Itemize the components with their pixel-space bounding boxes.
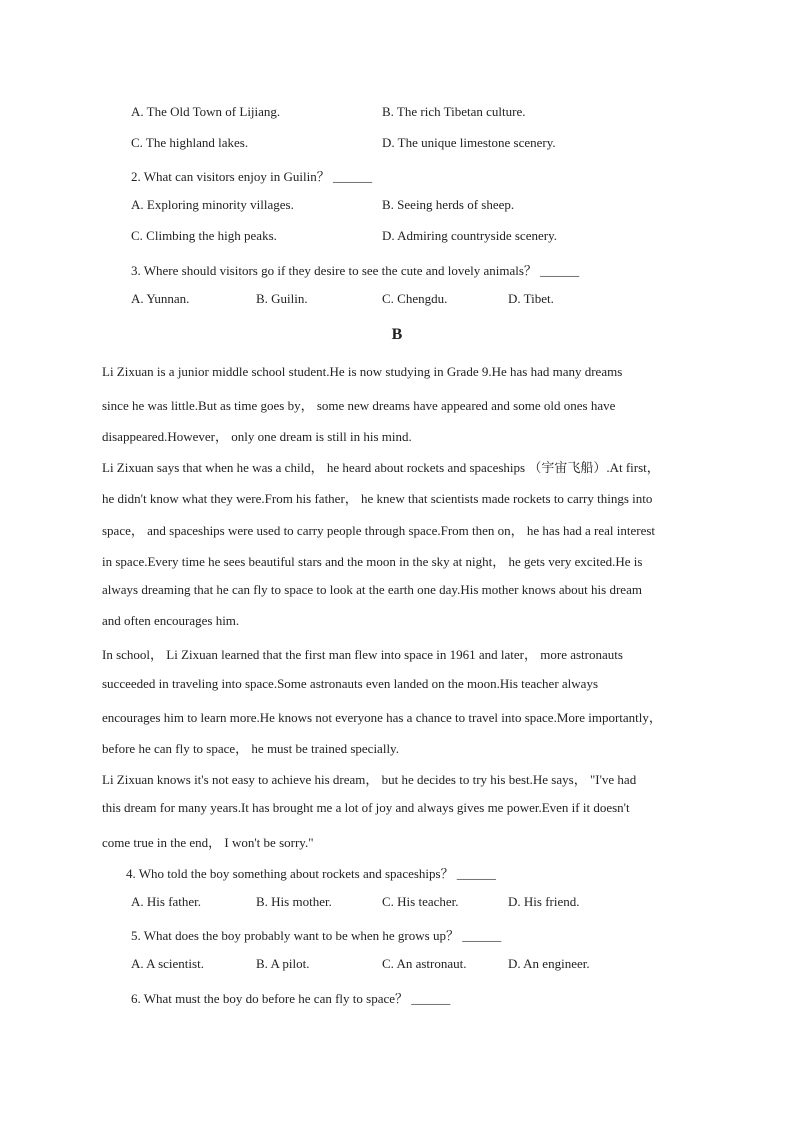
passage-line: In school， Li Zixuan learned that the first man flew into space in 1961 and later， more astronauts xyxy=(102,647,623,662)
passage-line: before he can fly to space， he must be trained specially. xyxy=(102,741,399,756)
q6-stem: 6. What must the boy do before he can fly to space？ ______ xyxy=(131,991,451,1006)
passage-line: Li Zixuan knows it's not easy to achieve his dream， but he decides to try his best.He says， "I've had xyxy=(102,772,637,787)
passage-line: space， and spaceships were used to carry people through space.From then on， he has had a real interest xyxy=(102,523,656,538)
q3-option-c: C. Chengdu. xyxy=(382,291,448,306)
passage-line: Li Zixuan says that when he was a child， he heard about rockets and spaceships （宇宙飞船）.At first， xyxy=(102,460,660,475)
q1-option-c: C. The highland lakes. xyxy=(131,135,249,150)
q5-option-d: D. An engineer. xyxy=(508,956,590,971)
q3-option-d: D. Tibet. xyxy=(508,291,554,306)
passage-line: and often encourages him. xyxy=(102,613,240,628)
passage-line: encourages him to learn more.He knows not everyone has a chance to travel into space.More importantly， xyxy=(102,710,662,725)
q4-option-d: D. His friend. xyxy=(508,894,580,909)
q4-option-b: B. His mother. xyxy=(256,894,332,909)
q2-stem: 2. What can visitors enjoy in Guilin？ ______ xyxy=(131,169,372,184)
passage-line: this dream for many years.It has brought me a lot of joy and always gives me power.Even if it doesn't xyxy=(102,800,630,815)
q1-option-a: A. The Old Town of Lijiang. xyxy=(131,104,281,119)
q4-option-a: A. His father. xyxy=(131,894,202,909)
q3-stem: 3. Where should visitors go if they desire to see the cute and lovely animals？ ______ xyxy=(131,263,580,278)
q2-option-d: D. Admiring countryside scenery. xyxy=(382,228,557,243)
passage-line: Li Zixuan is a junior middle school student.He is now studying in Grade 9.He has had many dreams xyxy=(102,364,623,379)
q1-option-b: B. The rich Tibetan culture. xyxy=(382,104,526,119)
passage-line: he didn't know what they were.From his father， he knew that scientists made rockets to carry things into xyxy=(102,491,653,506)
q2-option-c: C. Climbing the high peaks. xyxy=(131,228,277,243)
q3-option-b: B. Guilin. xyxy=(256,291,308,306)
q4-stem: 4. Who told the boy something about rockets and spaceships？ ______ xyxy=(126,866,496,881)
q4-option-c: C. His teacher. xyxy=(382,894,459,909)
q1-option-d: D. The unique limestone scenery. xyxy=(382,135,556,150)
q5-stem: 5. What does the boy probably want to be when he grows up？ ______ xyxy=(131,928,502,943)
q5-option-c: C. An astronaut. xyxy=(382,956,467,971)
passage-line: since he was little.But as time goes by， some new dreams have appeared and some old ones have xyxy=(102,398,616,413)
q5-option-a: A. A scientist. xyxy=(131,956,204,971)
passage-line: in space.Every time he sees beautiful stars and the moon in the sky at night， he gets very excited.He is xyxy=(102,554,643,569)
passage-line: always dreaming that he can fly to space to look at the earth one day.His mother knows about his dream xyxy=(102,582,642,597)
passage-line: disappeared.However， only one dream is still in his mind. xyxy=(102,429,412,444)
q2-option-a: A. Exploring minority villages. xyxy=(131,197,294,212)
section-b-heading: B xyxy=(391,326,403,343)
passage-line: come true in the end， I won't be sorry." xyxy=(102,835,314,850)
passage-line: succeeded in traveling into space.Some astronauts even landed on the moon.His teacher always xyxy=(102,676,599,691)
q5-option-b: B. A pilot. xyxy=(256,956,310,971)
q2-option-b: B. Seeing herds of sheep. xyxy=(382,197,515,212)
q3-option-a: A. Yunnan. xyxy=(131,291,190,306)
